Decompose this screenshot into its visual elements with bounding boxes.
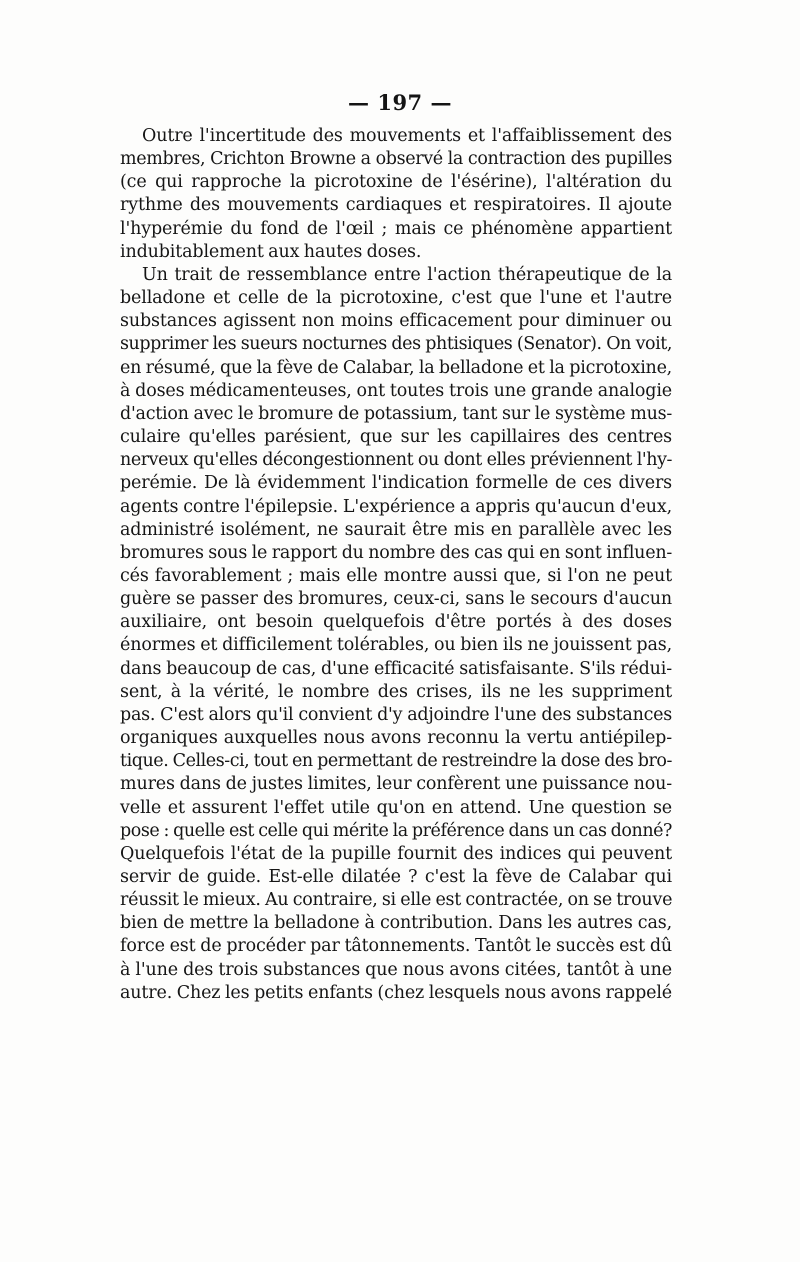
text-line: guère se passer des bromures, ceux-ci, sans le secours d'aucun xyxy=(120,589,672,610)
text-line: en résumé, que la fève de Calabar, la belladone et la picrotoxine, xyxy=(120,357,672,378)
text-line: organiques auxquelles nous avons reconnu la vertu antiépilep- xyxy=(120,728,672,749)
text-line: à l'une des trois substances que nous avons citées, tantôt à une xyxy=(120,959,672,980)
text-line: mures dans de justes limites, leur confèrent une puissance nou- xyxy=(120,774,672,795)
text-line: rythme des mouvements cardiaques et respiratoires. Il ajoute xyxy=(120,195,672,216)
text-line: sent, à la vérité, le nombre des crises, ils ne les suppriment xyxy=(120,681,672,702)
text-line: Quelquefois l'état de la pupille fournit des indices qui peuvent xyxy=(120,843,672,864)
page-number: — 197 — xyxy=(348,90,452,115)
text-line: Outre l'incertitude des mouvements et l'affaiblissement des xyxy=(142,126,672,146)
text-line: substances agissent non moins efficacement pour diminuer ou xyxy=(120,311,672,332)
text-line: auxiliaire, ont besoin quelquefois d'être portés à des doses xyxy=(120,612,672,633)
text-line: supprimer les sueurs nocturnes des phtisiques (Senator). On voit, xyxy=(120,334,672,355)
text-line: l'hyperémie du fond de l'œil ; mais ce phénomène appartient xyxy=(120,218,672,239)
text-line: pose : quelle est celle qui mérite la préférence dans un cas donné? xyxy=(120,820,672,841)
text-line: culaire qu'elles parésient, que sur les capillaires des centres xyxy=(120,427,672,448)
text-line: dans beaucoup de cas, d'une efficacité satisfaisante. S'ils rédui- xyxy=(120,658,672,679)
text-line: réussit le mieux. Au contraire, si elle est contractée, on se trouve xyxy=(120,890,673,911)
text-line: servir de guide. Est-elle dilatée ? c'est la fève de Calabar qui xyxy=(120,867,672,887)
text-line: d'action avec le bromure de potassium, tant sur le système mus- xyxy=(120,403,672,424)
text-line: pas. C'est alors qu'il convient d'y adjoindre l'une des substances xyxy=(120,704,672,725)
text-line: bromures sous le rapport du nombre des cas qui en sont influen- xyxy=(120,542,672,563)
text-line: indubitablement aux hautes doses. xyxy=(120,241,422,262)
text-line: autre. Chez les petits enfants (chez lesquels nous avons rappelé xyxy=(120,982,672,1003)
text-line: velle et assurent l'effet utile qu'on en attend. Une question se xyxy=(120,797,672,818)
text-line: à doses médicamenteuses, ont toutes trois une grande analogie xyxy=(120,380,672,401)
text-line: administré isolément, ne saurait être mis en parallèle avec les xyxy=(120,519,672,540)
text-line: membres, Crichton Browne a observé la contraction des pupilles xyxy=(120,149,672,170)
text-line: cés favorablement ; mais elle montre aussi que, si l'on ne peut xyxy=(120,565,672,586)
text-line: Un trait de ressemblance entre l'action thérapeutique de la xyxy=(142,264,672,285)
text-line: belladone et celle de la picrotoxine, c'est que l'une et l'autre xyxy=(120,288,672,309)
text-line: tique. Celles-ci, tout en permettant de restreindre la dose des bro- xyxy=(120,751,672,772)
text-line: agents contre l'épilepsie. L'expérience a appris qu'aucun d'eux, xyxy=(120,496,672,517)
text-line: perémie. De là évidemment l'indication formelle de ces divers xyxy=(120,473,672,494)
text-line: (ce qui rapproche la picrotoxine de l'ésérine), l'altération du xyxy=(120,172,672,193)
text-line: force est de procéder par tâtonnements. Tantôt le succès est dû xyxy=(120,936,672,957)
text-line: énormes et difficilement tolérables, ou bien ils ne jouissent pas, xyxy=(120,635,672,656)
body-text xyxy=(120,125,672,1005)
text-line: bien de mettre la belladone à contribution. Dans les autres cas, xyxy=(120,913,672,934)
text-line: nerveux qu'elles décongestionnent ou dont elles préviennent l'hy- xyxy=(120,450,672,471)
